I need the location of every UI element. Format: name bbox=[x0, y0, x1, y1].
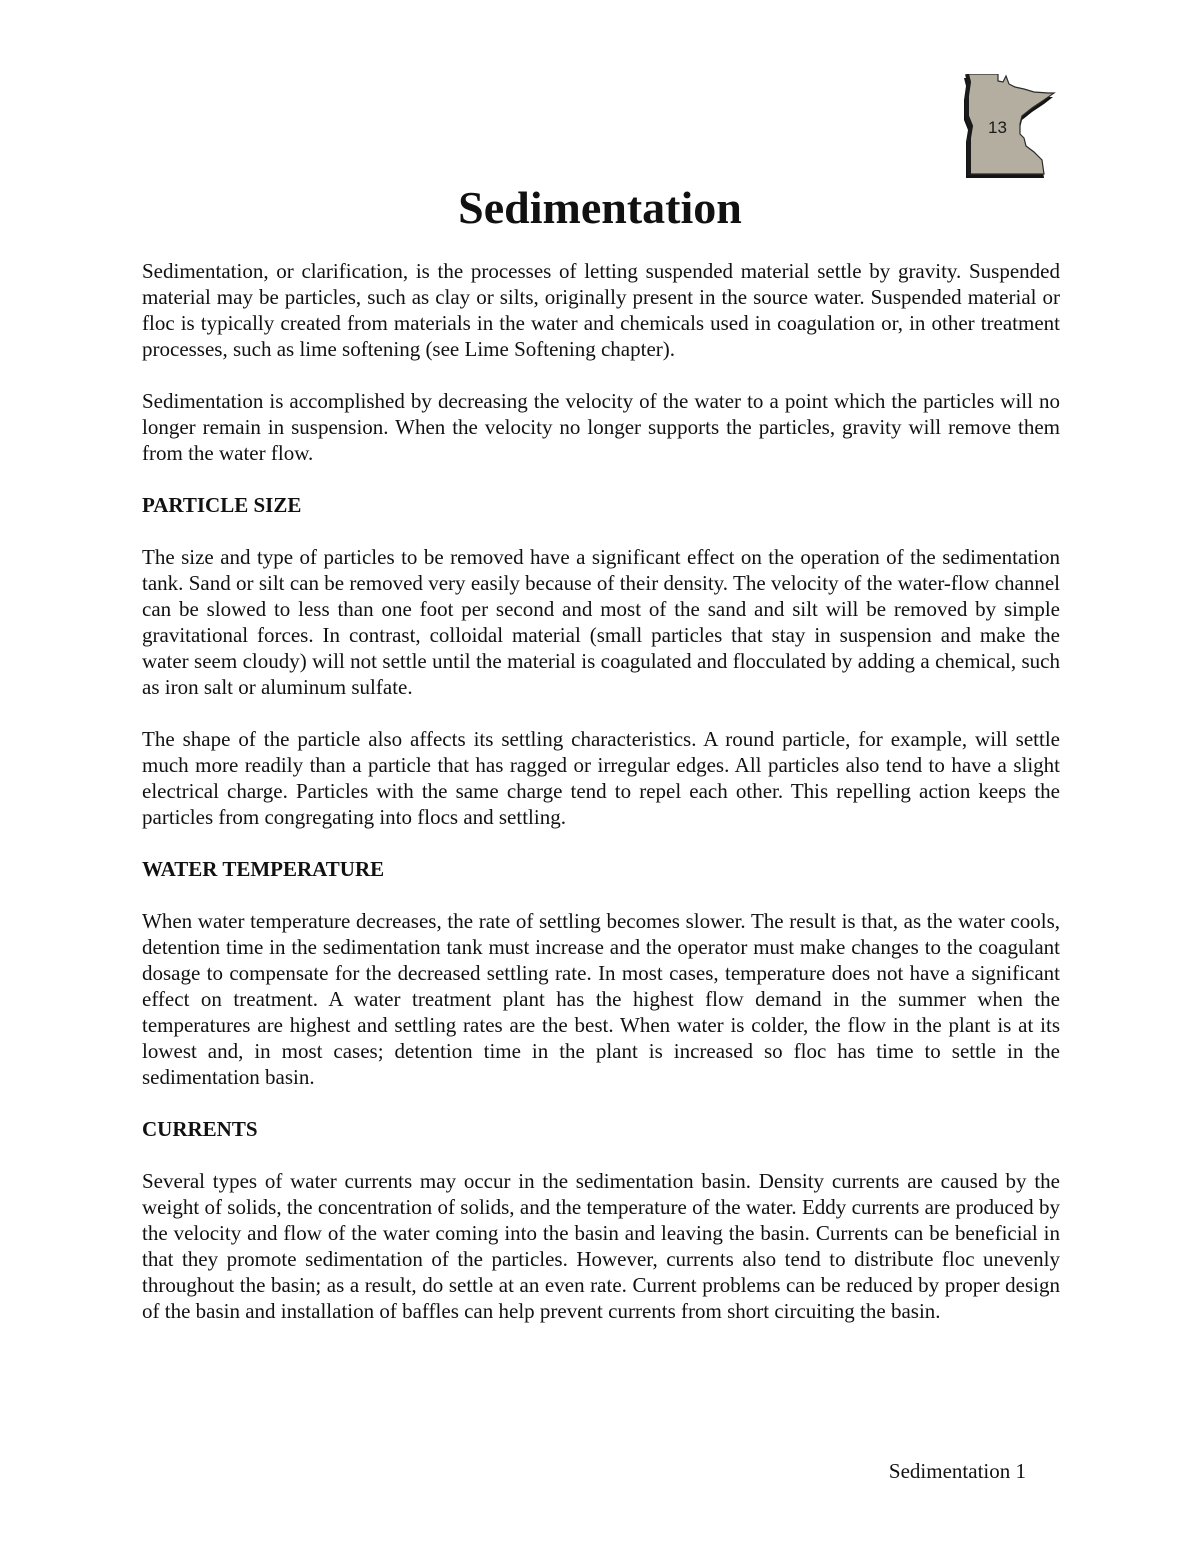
intro-paragraph: Sedimentation, or clarification, is the processes of letting suspended material settle by gravity. Suspended material may be particles, such as clay or silts, originally present in the source water. Suspended material or floc is typically created from materials in the water and chemicals used in coagulation or, in other treatment processes, such as lime softening (see Lime Softening chapter). bbox=[142, 259, 1060, 361]
section-paragraph: When water temperature decreases, the rate of settling becomes slower. The result is that, as the water cools, detention time in the sedimentation tank must increase and the operator must make changes to the coagulant dosage to compensate for the decreased settling rate. In most cases, temperature does not have a significant effect on treatment. A water treatment plant has the highest flow demand in the summer when the temperatures are highest and settling rates are the best. When water is colder, the flow in the plant is at its lowest and, in most cases; detention time in the plant is increased so floc has time to settle in the sedimentation basin. bbox=[142, 909, 1060, 1089]
page-footer: Sedimentation 1 bbox=[888, 1459, 1026, 1483]
section-heading-water-temperature: WATER TEMPERATURE bbox=[142, 857, 385, 881]
section-heading-particle-size: PARTICLE SIZE bbox=[142, 493, 302, 517]
section-heading-currents: CURRENTS bbox=[142, 1117, 258, 1141]
section-paragraph: Several types of water currents may occur in the sedimentation basin. Density currents are caused by the weight of solids, the concentration of solids, and the temperature of the water. Eddy currents are produced by the velocity and flow of the water coming into the basin and leaving the basin. Currents can be beneficial in that they promote sedimentation of the particles. However, currents also tend to distribute floc unevenly throughout the basin; as a result, do settle at an even rate. Current problems can be reduced by proper design of the basin and installation of baffles can help prevent currents from short circuiting the basin. bbox=[142, 1169, 1060, 1323]
section-paragraph: The shape of the particle also affects its settling characteristics. A round particle, for example, will settle much more readily than a particle that has ragged or irregular edges. All particles also tend to have a slight electrical charge. Particles with the same charge tend to repel each other. This repelling action keeps the particles from congregating into flocs and settling. bbox=[142, 727, 1060, 829]
badge-shape bbox=[967, 74, 1054, 174]
chapter-number: 13 bbox=[988, 118, 1007, 137]
document-body bbox=[142, 258, 1060, 1350]
intro-paragraph: Sedimentation is accomplished by decreasing the velocity of the water to a point which the particles will no longer remain in suspension. When the velocity no longer supports the particles, gravity will remove them from the water flow. bbox=[142, 389, 1060, 465]
chapter-badge bbox=[958, 74, 1062, 180]
minnesota-map-icon bbox=[958, 74, 1062, 180]
section-paragraph: The size and type of particles to be removed have a significant effect on the operation of the sedimentation tank. Sand or silt can be removed very easily because of their density. The velocity of the water-flow channel can be slowed to less than one foot per second and most of the sand and silt will be removed by simple gravitational forces. In contrast, colloidal material (small particles that stay in suspension and make the water seem cloudy) will not settle until the material is coagulated and flocculated by adding a chemical, such as iron salt or aluminum sulfate. bbox=[142, 545, 1060, 699]
page-title: Sedimentation bbox=[458, 182, 742, 233]
